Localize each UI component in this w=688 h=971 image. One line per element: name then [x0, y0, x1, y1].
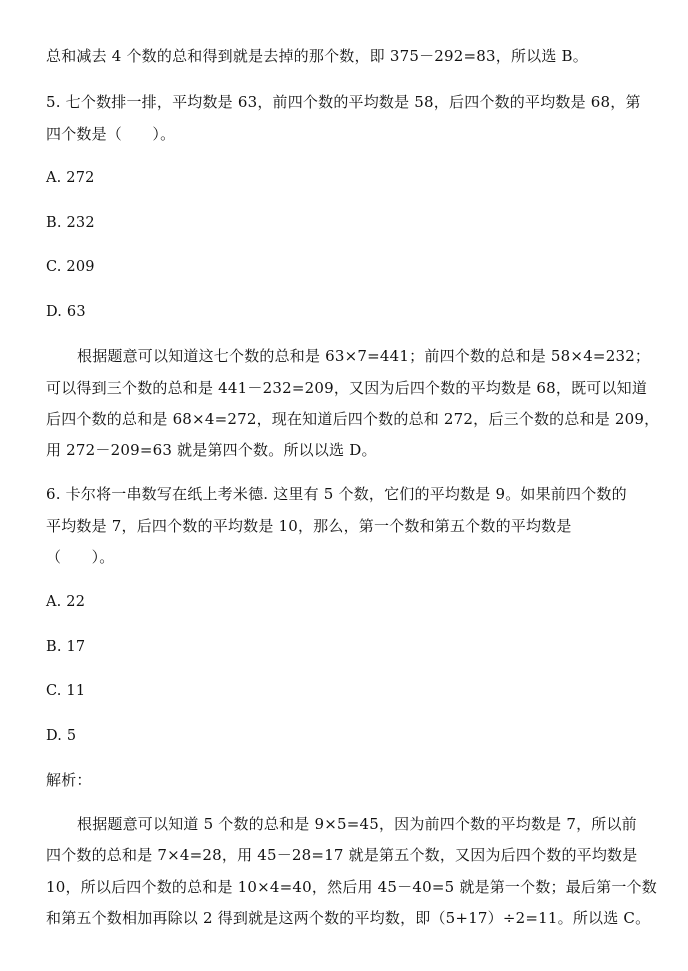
q5-stem-line-2: 四个数是（ ）。 — [46, 125, 176, 143]
q6-option-b: B. 17 — [46, 639, 86, 655]
q5-option-b: B. 232 — [46, 215, 95, 231]
q5-option-c: C. 209 — [46, 259, 95, 275]
q5-explanation-line-4: 用 272－209=63 就是第四个数。所以以选 D。 — [46, 441, 377, 459]
q5-stem-line-1: 5. 七个数排一排，平均数是 63，前四个数的平均数是 58，后四个数的平均数是 68，第 — [46, 93, 641, 111]
q6-stem-line-1: 6. 卡尔将一串数写在纸上考米德. 这里有 5 个数，它们的平均数是 9。如果前四个数的 — [46, 485, 627, 503]
q5-option-a: A. 272 — [46, 170, 95, 186]
q6-explanation-line-4: 和第五个数相加再除以 2 得到就是这两个数的平均数，即（5+17）÷2=11。所以选 C。 — [46, 909, 651, 927]
q6-option-c: C. 11 — [46, 683, 86, 699]
q5-explanation-line-3: 后四个数的总和是 68×4=272，现在知道后四个数的总和 272，后三个数的总和是 209， — [46, 410, 660, 428]
q5-option-d: D. 63 — [46, 304, 86, 320]
q6-stem-line-3: （ ）。 — [46, 548, 115, 566]
q6-explanation-line-3: 10，所以后四个数的总和是 10×4=40，然后用 45－40=5 就是第一个数；最后第一个数 — [46, 878, 657, 896]
q6-explanation-line-1: 根据题意可以知道 5 个数的总和是 9×5=45，因为前四个数的平均数是 7，所以前 — [77, 815, 637, 833]
q6-option-d: D. 5 — [46, 728, 77, 744]
intro-line: 总和减去 4 个数的总和得到就是去掉的那个数，即 375－292=83，所以选 B。 — [46, 47, 588, 65]
q5-explanation-line-2: 可以得到三个数的总和是 441－232=209，又因为后四个数的平均数是 68，既可以知道 — [46, 379, 648, 397]
q6-explanation-line-2: 四个数的总和是 7×4=28，用 45－28=17 就是第五个数，又因为后四个数的平均数是 — [46, 846, 638, 864]
q6-stem-line-2: 平均数是 7，后四个数的平均数是 10，那么，第一个数和第五个数的平均数是 — [46, 517, 572, 535]
q6-analysis-label: 解析： — [46, 771, 92, 789]
q6-option-a: A. 22 — [46, 594, 86, 610]
q5-explanation-line-1: 根据题意可以知道这七个数的总和是 63×7=441；前四个数的总和是 58×4=232； — [77, 347, 651, 365]
